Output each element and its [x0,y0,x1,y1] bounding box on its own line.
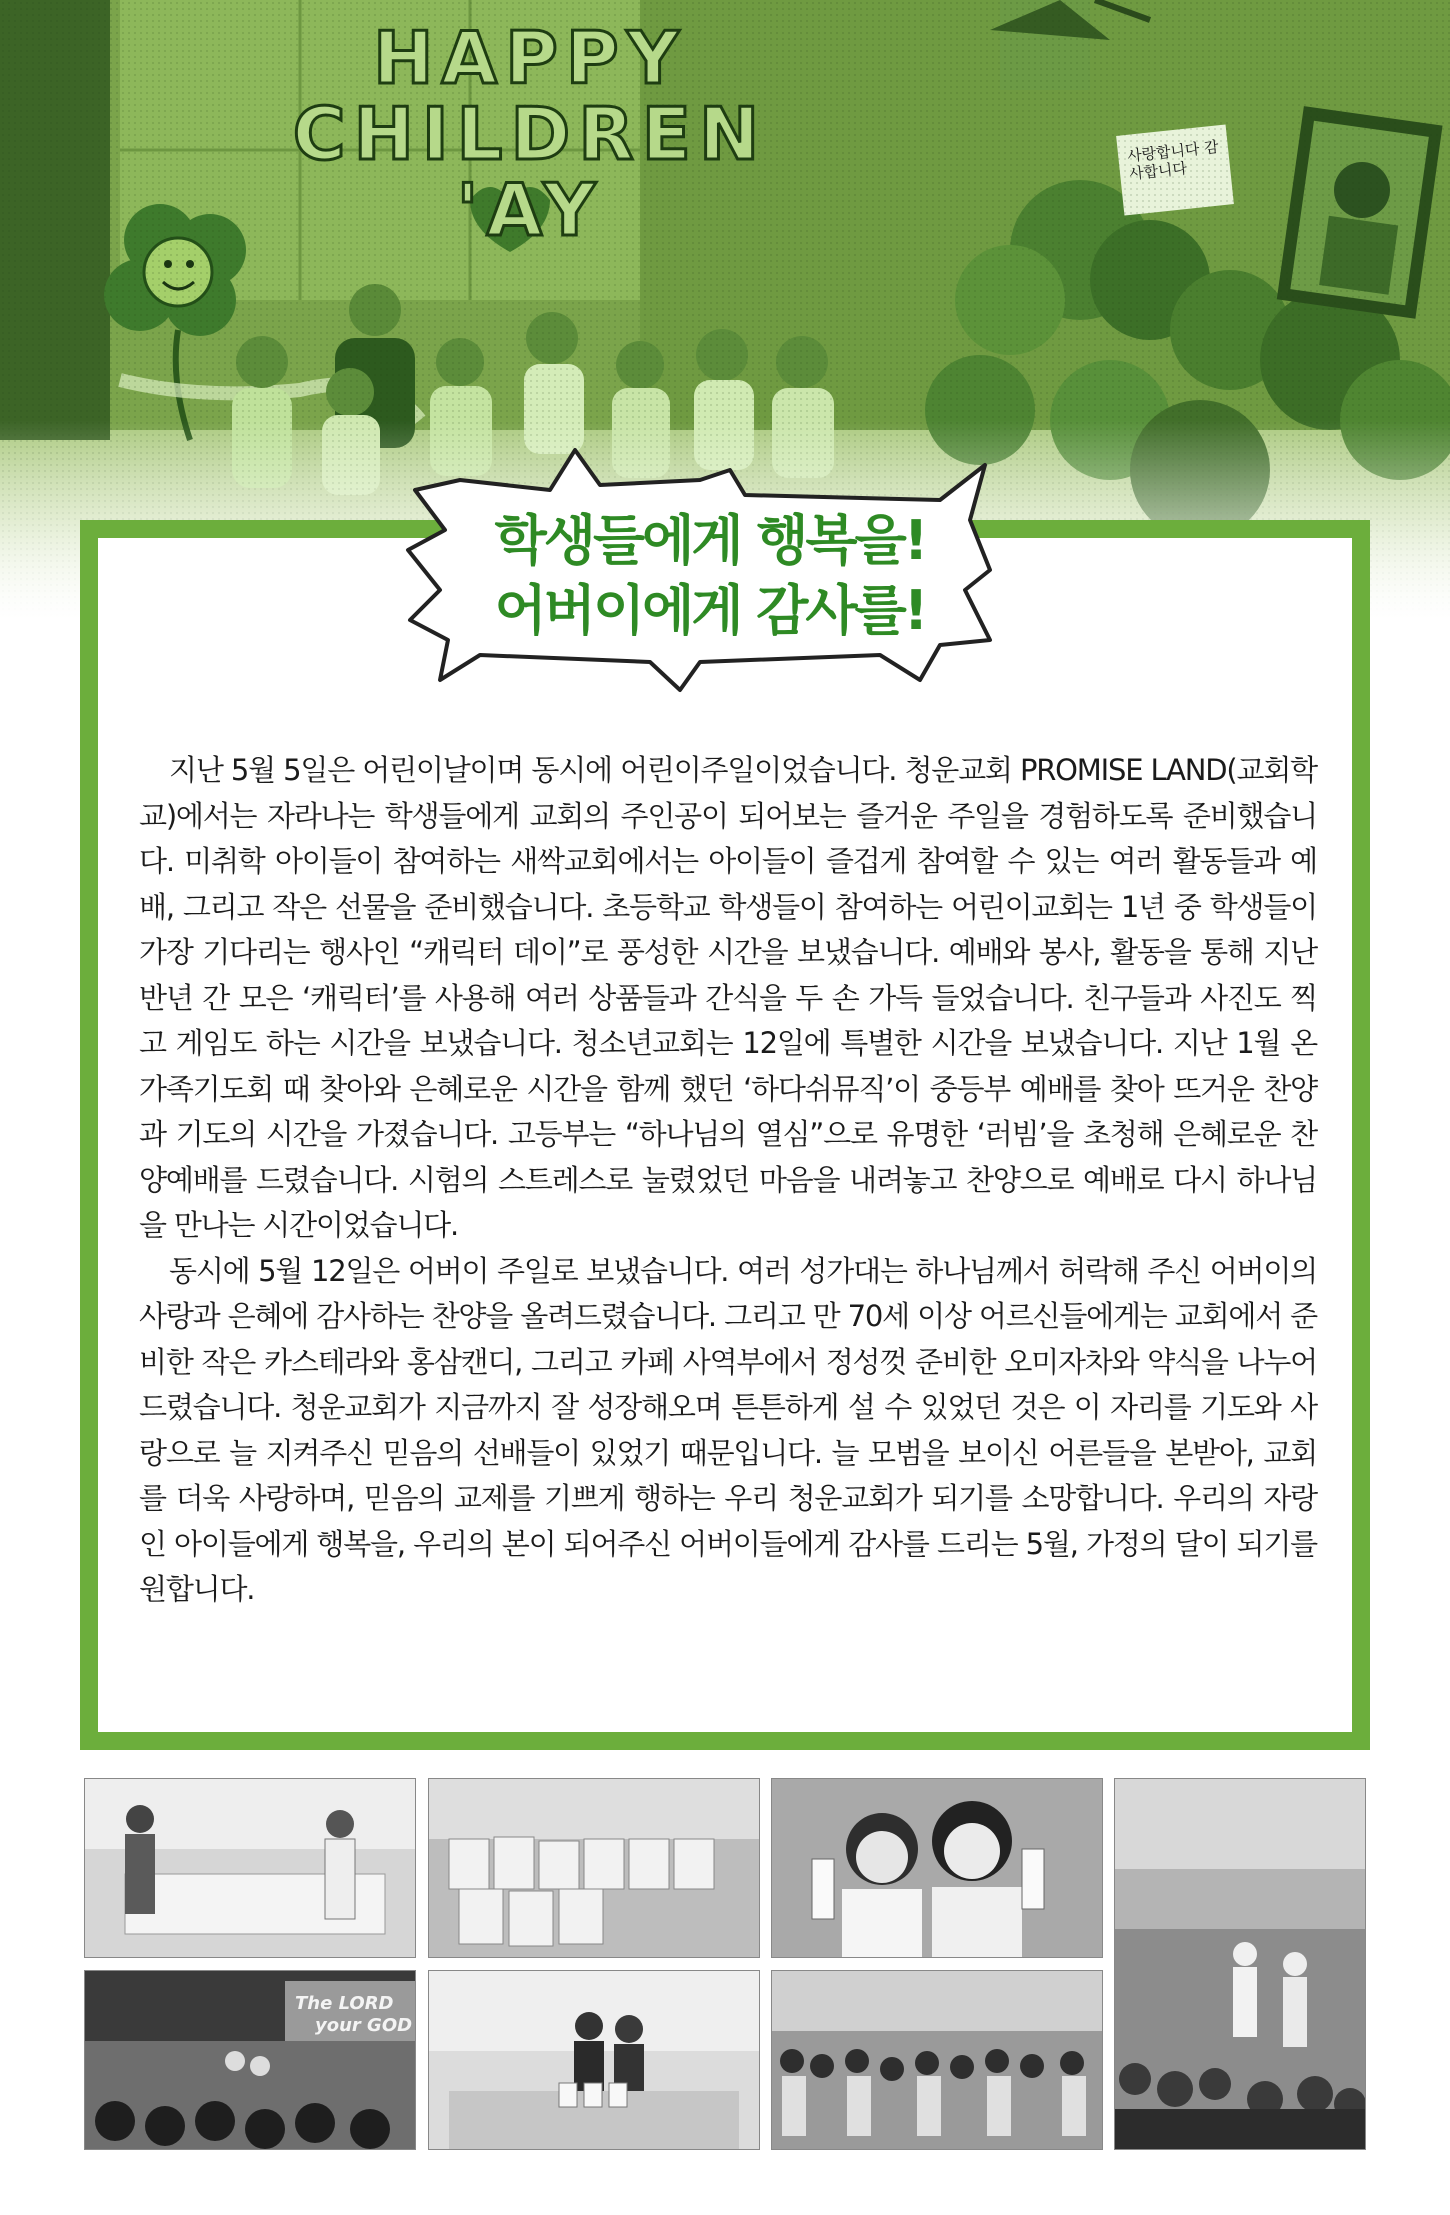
photo-event-tables [84,1778,416,1958]
photo-snack-table [428,1970,760,2150]
stage-banner-line1: The LORD [295,1993,394,2014]
headline-line2: 어버이에게 감사를! [494,579,926,642]
hero-title-line2: CHILDREN [292,92,768,176]
hero-banner-text [250,16,810,252]
headline [460,506,960,646]
paragraph-2: 동시에 5월 12일은 어버이 주일로 보냈습니다. 여러 성가대는 하나님께서 허락해 주신 어버이의 사랑과 은혜에 감사하는 찬양을 올려드렸습니다. 그리고 만 70세 이상 어르신들에게는 교회에서 준비한 작은 카스테라와 홍삼캔디, 그리고 카페 사역부에서 정성껏 준비한 오미자차와 약식을 나누어드렸습니다. 청운교회가 지금까지 잘 성장해오며 튼튼하게 설 수 있었던 것은 이 자리를 기도와 사랑으로 늘 지켜주신 믿음의 선배들이 있었기 때문입니다. 늘 모범을 보이신 어른들을 본받아, 교회를 더욱 사랑하며, 믿음의 교제를 기쁘게 행하는 우리 청운교회가 되기를 소망합니다. 우리의 자랑인 아이들에게 행복을, 우리의 본이 되어주신 어버이들에게 감사를 드리는 5월, 가정의 달이 되기를 원합니다. [139,1253,1317,1606]
photo-choir-stage [84,1970,416,2150]
sign-text: 사랑합니다 감사합니다 [1126,137,1220,184]
article-body [139,748,1317,1613]
hero-title-line1: HAPPY [373,16,687,100]
photo-youth-worship [1114,1778,1366,2150]
photo-gift-bags [428,1778,760,1958]
paragraph-1: 지난 5월 5일은 어린이날이며 동시에 어린이주일이었습니다. 청운교회 PROMISE LAND(교회학교)에서는 자라나는 학생들에게 교회의 주인공이 되어보는 즐거운 주일을 경험하도록 준비했습니다. 미취학 아이들이 참여하는 새싹교회에서는 아이들이 즐겁게 참여할 수 있는 여러 활동들과 예배, 그리고 작은 선물을 준비했습니다. 초등학교 학생들이 참여하는 어린이교회는 1년 중 학생들이 가장 기다리는 행사인 “캐릭터 데이”로 풍성한 시간을 보냈습니다. 예배와 봉사, 활동을 통해 지난 반년 간 모은 ‘캐릭터’를 사용해 여러 상품들과 간식을 두 손 가득 들었습니다. 친구들과 사진도 찍고 게임도 하는 시간을 보냈습니다. 청소년교회는 12일에 특별한 시간을 보냈습니다. 지난 1월 온가족기도회 때 찾아와 은혜로운 시간을 함께 했던 ‘하다쉬뮤직’이 중등부 예배를 찾아 뜨거운 찬양과 기도의 시간을 가졌습니다. 고등부는 “하나님의 열심”으로 유명한 ‘러빔’을 초청해 은혜로운 찬양예배를 드렸습니다. 시험의 스트레스로 눌렸었던 마음을 내려놓고 찬양으로 예배로 다시 하나님을 만나는 시간이었습니다. [139,753,1317,1242]
photo-crowd-event [771,1970,1103,2150]
headline-line1: 학생들에게 행복을! [494,509,926,572]
stage-banner-line2: your GOD [315,2015,413,2036]
photo-two-girls [771,1778,1103,1958]
hero-title-line3: 'AY [456,168,604,252]
